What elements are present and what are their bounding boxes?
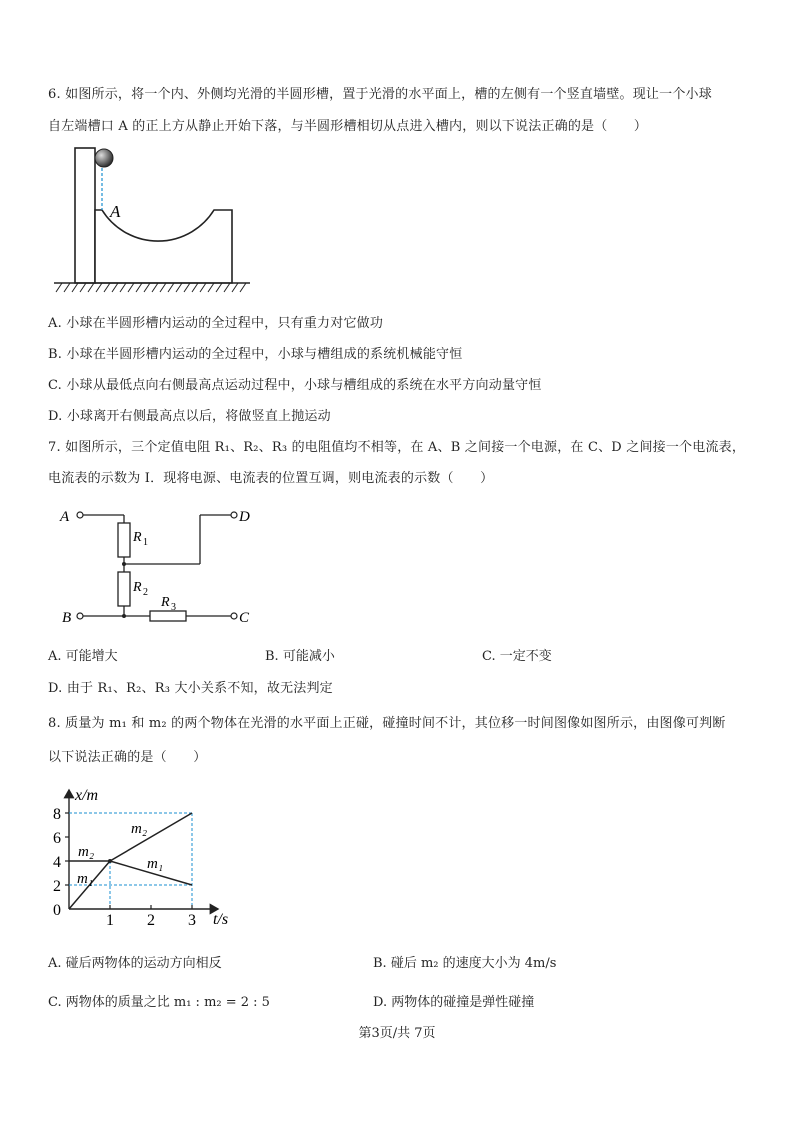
q7-option-b: B. 可能减小 <box>265 649 335 664</box>
resistor-r2 <box>118 572 130 606</box>
q8-stem-line1: 8. 质量为 m₁ 和 m₂ 的两个物体在光滑的水平面上正碰，碰撞时间不计，其位移一时间图像如图所示，由图像可判断 <box>48 716 726 731</box>
label-r1-sub: 1 <box>143 537 148 548</box>
resistor-r1 <box>118 523 130 557</box>
q8-option-a: A. 碰后两物体的运动方向相反 <box>48 956 222 971</box>
terminal-d <box>231 512 237 518</box>
label-b: B <box>62 610 72 626</box>
q7-circuit <box>55 500 265 630</box>
q8-option-c: C. 两物体的质量之比 m₁ : m₂ = 2 : 5 <box>48 995 270 1010</box>
q8-stem-line2: 以下说法正确的是（ ） <box>48 750 207 765</box>
q6-option-c: C. 小球从最低点向右侧最高点运动过程中，小球与槽组成的系统在水平方向动量守恒 <box>48 378 542 393</box>
y-tick-label: 6 <box>53 830 61 847</box>
terminal-c <box>231 613 237 619</box>
label-a: A <box>60 509 70 525</box>
collision-point <box>108 859 112 863</box>
y-tick-label: 2 <box>53 878 61 895</box>
q6-option-a: A. 小球在半圆形槽内运动的全过程中，只有重力对它做功 <box>48 316 384 331</box>
junction-lower <box>122 614 126 618</box>
label-r2-sub: 2 <box>143 587 148 598</box>
q7-option-c: C. 一定不变 <box>482 649 552 664</box>
label-a: A <box>110 202 121 221</box>
q8-option-d: D. 两物体的碰撞是弹性碰撞 <box>373 995 535 1010</box>
wall <box>75 148 95 283</box>
q6-stem-line2: 自左端槽口 A 的正上方从静止开始下落，与半圆形槽相切从点进入槽内，则以下说法正确的是（ ） <box>48 119 648 134</box>
q7-option-a: A. 可能增大 <box>48 649 118 664</box>
ball <box>95 149 113 167</box>
label-r3: R <box>161 595 170 610</box>
q8-option-b: B. 碰后 m₂ 的速度大小为 4m/s <box>373 956 557 971</box>
label-m1-left: m₁ <box>77 871 94 887</box>
junction-upper <box>122 562 126 566</box>
resistor-r3 <box>150 611 186 621</box>
page-footer: 第3页/共 7页 <box>358 1026 436 1041</box>
ground-hatch <box>56 283 246 292</box>
label-d: D <box>239 509 250 525</box>
y-tick-label: 0 <box>53 902 61 919</box>
x-tick-label: 1 <box>106 912 114 929</box>
label-c: C <box>239 610 250 626</box>
terminal-b <box>77 613 83 619</box>
label-m2-left: m₂ <box>78 844 95 860</box>
xt-graph <box>35 780 245 930</box>
terminal-a <box>77 512 83 518</box>
q6-stem-line1: 6. 如图所示，将一个内、外侧均光滑的半圆形槽，置于光滑的水平面上，槽的左侧有一个竖直墙壁。现让一个小球 <box>48 87 712 102</box>
label-r3-sub: 3 <box>171 602 176 613</box>
q7-option-d: D. 由于 R₁、R₂、R₃ 大小关系不知，故无法判定 <box>48 681 333 696</box>
y-tick-label: 8 <box>53 806 61 823</box>
y-axis-label: x/m <box>75 787 99 804</box>
q7-stem-line1: 7. 如图所示，三个定值电阻 R₁、R₂、R₃ 的电阻值均不相等，在 A、B 之间接一个电源，在 C、D 之间接一个电流表， <box>48 440 746 455</box>
label-m2-upper: m₂ <box>131 821 148 837</box>
q6-option-b: B. 小球在半圆形槽内运动的全过程中，小球与槽组成的系统机械能守恒 <box>48 347 463 362</box>
x-tick-label: 3 <box>188 912 196 929</box>
q6-figure <box>50 140 260 300</box>
x-tick-label: 2 <box>147 912 155 929</box>
y-tick-label: 4 <box>53 854 61 871</box>
label-m1-right: m₁ <box>147 856 164 872</box>
label-r1: R <box>133 530 142 545</box>
x-axis-label: t/s <box>213 911 229 928</box>
q6-option-d: D. 小球离开右侧最高点以后，将做竖直上抛运动 <box>48 409 331 424</box>
q7-stem-line2: 电流表的示数为 I．现将电源、电流表的位置互调，则电流表的示数（ ） <box>48 471 494 486</box>
label-r2: R <box>133 580 142 595</box>
